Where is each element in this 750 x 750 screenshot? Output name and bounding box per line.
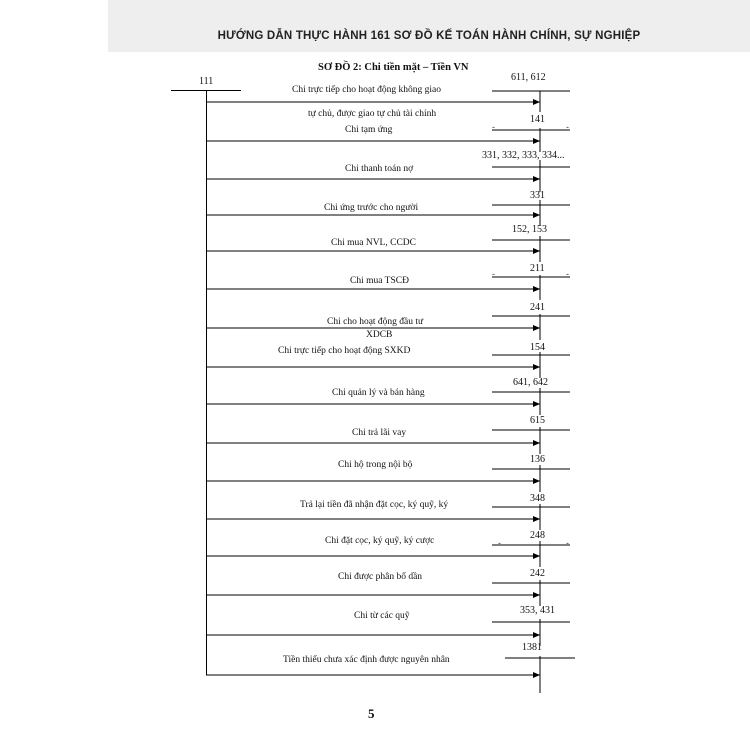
entry-account: 353, 431 xyxy=(520,605,555,616)
arrowhead xyxy=(533,672,540,678)
entry-account: 611, 612 xyxy=(511,72,546,83)
entry-desc: Chi quản lý và bán hàng xyxy=(332,388,425,398)
arrowhead xyxy=(533,478,540,484)
entry-desc: Chi mua NVL, CCDC xyxy=(331,238,416,248)
arrowhead xyxy=(533,286,540,292)
entry-desc: Chi đặt cọc, ký quỹ, ký cược xyxy=(325,536,435,546)
scan-speck: - xyxy=(566,122,569,132)
arrowhead xyxy=(533,138,540,144)
arrowhead xyxy=(533,99,540,105)
entry-desc: Trả lại tiền đã nhận đặt cọc, ký quỹ, ký xyxy=(300,500,449,510)
diagram-title: SƠ ĐỒ 2: Chi tiền mặt – Tiền VN xyxy=(318,62,469,73)
entry-account: 141 xyxy=(530,114,545,125)
entry-desc: Chi trực tiếp cho hoạt động SXKD xyxy=(278,346,411,356)
scan-speck: - xyxy=(566,538,569,548)
entry-desc: Chi mua TSCĐ xyxy=(350,276,409,286)
scan-speck: - xyxy=(566,269,569,279)
entry-desc: tự chủ, được giao tự chủ tài chính xyxy=(308,109,437,119)
entry-desc: Chi từ các quỹ xyxy=(354,611,410,621)
arrowhead xyxy=(533,325,540,331)
entry-desc: Tiền thiếu chưa xác định được nguyên nhân xyxy=(283,655,450,665)
arrowhead xyxy=(533,440,540,446)
arrowhead xyxy=(533,516,540,522)
entry-account: 331, 332, 333, 334... xyxy=(482,150,565,161)
entry-account: 248 xyxy=(530,530,545,541)
arrowhead xyxy=(533,364,540,370)
arrowhead xyxy=(533,212,540,218)
arrowhead xyxy=(533,401,540,407)
entry-account: 348 xyxy=(530,493,545,504)
entry-account: 211 xyxy=(530,263,545,274)
entry-account: 136 xyxy=(530,454,545,465)
entry-desc: Chi thanh toán nợ xyxy=(345,164,414,174)
entry-desc: Chi trực tiếp cho hoạt động không giao xyxy=(292,85,441,95)
entry-account: 641, 642 xyxy=(513,377,548,388)
arrowhead xyxy=(533,176,540,182)
entry-desc: Chi trả lãi vay xyxy=(352,428,407,438)
entry-desc: Chi cho hoạt động đầu tư xyxy=(327,317,424,327)
scan-speck: - xyxy=(498,538,501,548)
page-number: 5 xyxy=(368,706,375,721)
entry-account: 242 xyxy=(530,568,545,579)
entry-desc: XDCB xyxy=(366,330,393,340)
arrowhead xyxy=(533,592,540,598)
arrowhead xyxy=(533,632,540,638)
entry-account: 241 xyxy=(530,302,545,313)
entry-desc: Chi tạm ứng xyxy=(345,125,393,135)
source-account-label: 111 xyxy=(199,76,214,87)
entry-desc: Chi hộ trong nội bộ xyxy=(338,460,413,470)
scan-speck: - xyxy=(492,122,495,132)
entry-desc: Chi được phân bổ dần xyxy=(338,572,423,582)
entry-desc: Chi ứng trước cho người xyxy=(324,203,419,213)
entry-account: 615 xyxy=(530,415,545,426)
arrowhead xyxy=(533,248,540,254)
entry-account: 331 xyxy=(530,190,545,201)
entry-account: 154 xyxy=(530,342,545,353)
book-header-title: HƯỚNG DẪN THỰC HÀNH 161 SƠ ĐỒ KẾ TOÁN HÀNH CHÍNH, SỰ NGHIỆP xyxy=(217,30,641,42)
scan-speck: - xyxy=(492,269,495,279)
arrowhead xyxy=(533,553,540,559)
entry-account: 152, 153 xyxy=(512,224,547,235)
entry-account: 1381 xyxy=(522,642,542,653)
